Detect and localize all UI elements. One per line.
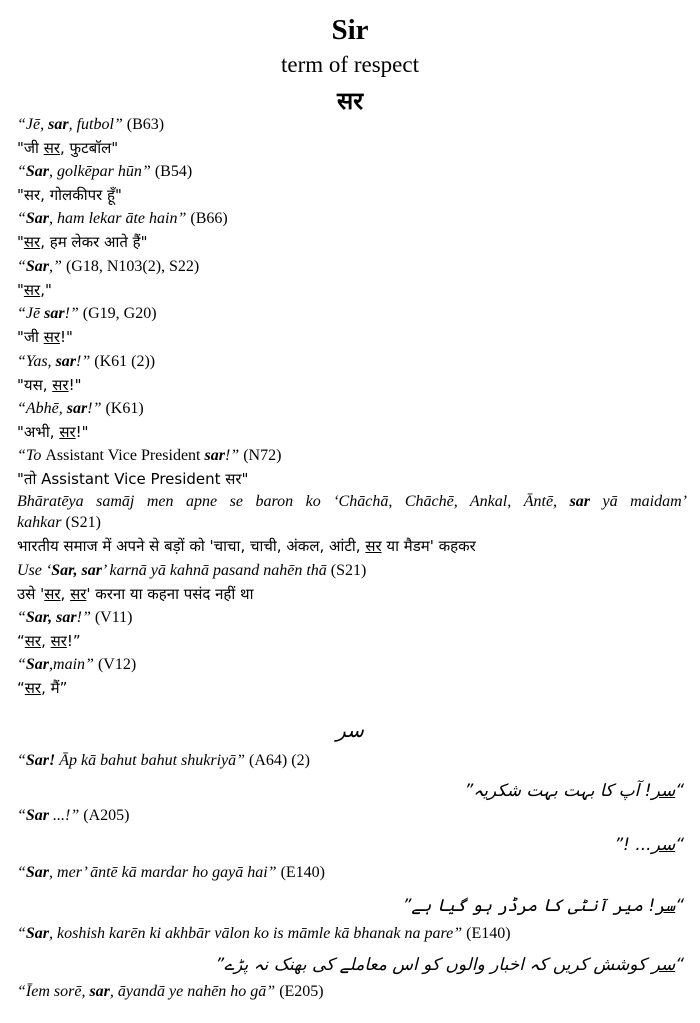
urdu-heading: سر bbox=[336, 718, 364, 742]
entry-transliteration: “Sar,main” (V12) bbox=[17, 656, 137, 673]
entry-urdu: “سر... !” bbox=[614, 835, 684, 855]
entry-transliteration: “Sar, mer’ āntē kā mardar ho gayā hai” (E140) bbox=[17, 864, 326, 881]
devanagari-heading: सर bbox=[336, 87, 364, 115]
entry-hindi: “सर, मैं” bbox=[17, 679, 68, 697]
entry-transliteration: “To Assistant Vice President sar!” (N72) bbox=[17, 447, 282, 464]
entry-transliteration: “Sar,” (G18, N103(2), S22) bbox=[17, 258, 200, 275]
entry-hindi: "तो Assistant Vice President सर" bbox=[17, 470, 249, 488]
entry-hindi: "सर," bbox=[17, 281, 52, 299]
entry-transliteration: Bhāratēya samāj men apne se baron ko ‘Chāchā, Chāchē, Ankal, Āntē, sar yā maidam’ bbox=[17, 493, 688, 510]
entry-transliteration: Use ‘Sar, sar’ karnā yā kahnā pasand nahēn thā (S21) bbox=[17, 562, 367, 579]
entry-transliteration: “Sar, ham lekar āte hain” (B66) bbox=[17, 210, 228, 227]
entry-hindi: "अभी, सर!" bbox=[17, 423, 89, 441]
entry-hindi: भारतीय समाज में अपने से बड़ों को 'चाचा, चाची, अंकल, आंटी, सर या मैडम' कहकर bbox=[17, 537, 476, 555]
entry-transliteration-cont: kahkar (S21) bbox=[17, 514, 101, 531]
entry-hindi: "सर, हम लेकर आते हैं" bbox=[17, 233, 148, 251]
entry-transliteration: “Sar, golkēpar hūn” (B54) bbox=[17, 163, 193, 180]
entry-transliteration: “Jē sar!” (G19, G20) bbox=[17, 305, 157, 322]
entry-hindi: “सर, सर!” bbox=[17, 632, 81, 650]
page-subtitle: term of respect bbox=[281, 52, 419, 77]
entry-hindi: उसे 'सर, सर' करना या कहना पसंद नहीं था bbox=[17, 585, 254, 603]
entry-transliteration: “Sar, koshish karēn ki akhbār vālon ko is māmle kā bhanak na pare” (E140) bbox=[17, 925, 511, 942]
entry-urdu: “سر کوشش کریں کہ اخبار والوں کو اس معاملے کی بھنک نہ پڑے” bbox=[215, 955, 684, 975]
entry-urdu: “سر! آپ کا بہت بہت شکریہ” bbox=[464, 781, 684, 801]
page-title: Sir bbox=[331, 14, 369, 46]
entry-transliteration: “Sar, sar!” (V11) bbox=[17, 609, 133, 626]
entry-transliteration: “Sar ...!” (A205) bbox=[17, 807, 130, 824]
entry-hindi: "यस, सर!" bbox=[17, 376, 82, 394]
entry-transliteration: “Īem sorē, sar, āyandā ye nahēn ho gā” (E205) bbox=[17, 983, 324, 1000]
entry-urdu: “سر! میر آنٹی کا مرڈر ہو گیا ہے” bbox=[402, 896, 684, 916]
entry-hindi: "जी सर, फुटबॉल" bbox=[17, 139, 119, 157]
entry-transliteration: “Jē, sar, futbol” (B63) bbox=[17, 116, 165, 133]
entry-transliteration: “Abhē, sar!” (K61) bbox=[17, 400, 144, 417]
entry-hindi: "जी सर!" bbox=[17, 328, 73, 346]
entry-transliteration: “Yas, sar!” (K61 (2)) bbox=[17, 353, 156, 370]
entry-hindi: "सर, गोलकीपर हूँ" bbox=[17, 186, 122, 204]
entry-transliteration: “Sar! Āp kā bahut bahut shukriyā” (A64) (2) bbox=[17, 752, 310, 769]
